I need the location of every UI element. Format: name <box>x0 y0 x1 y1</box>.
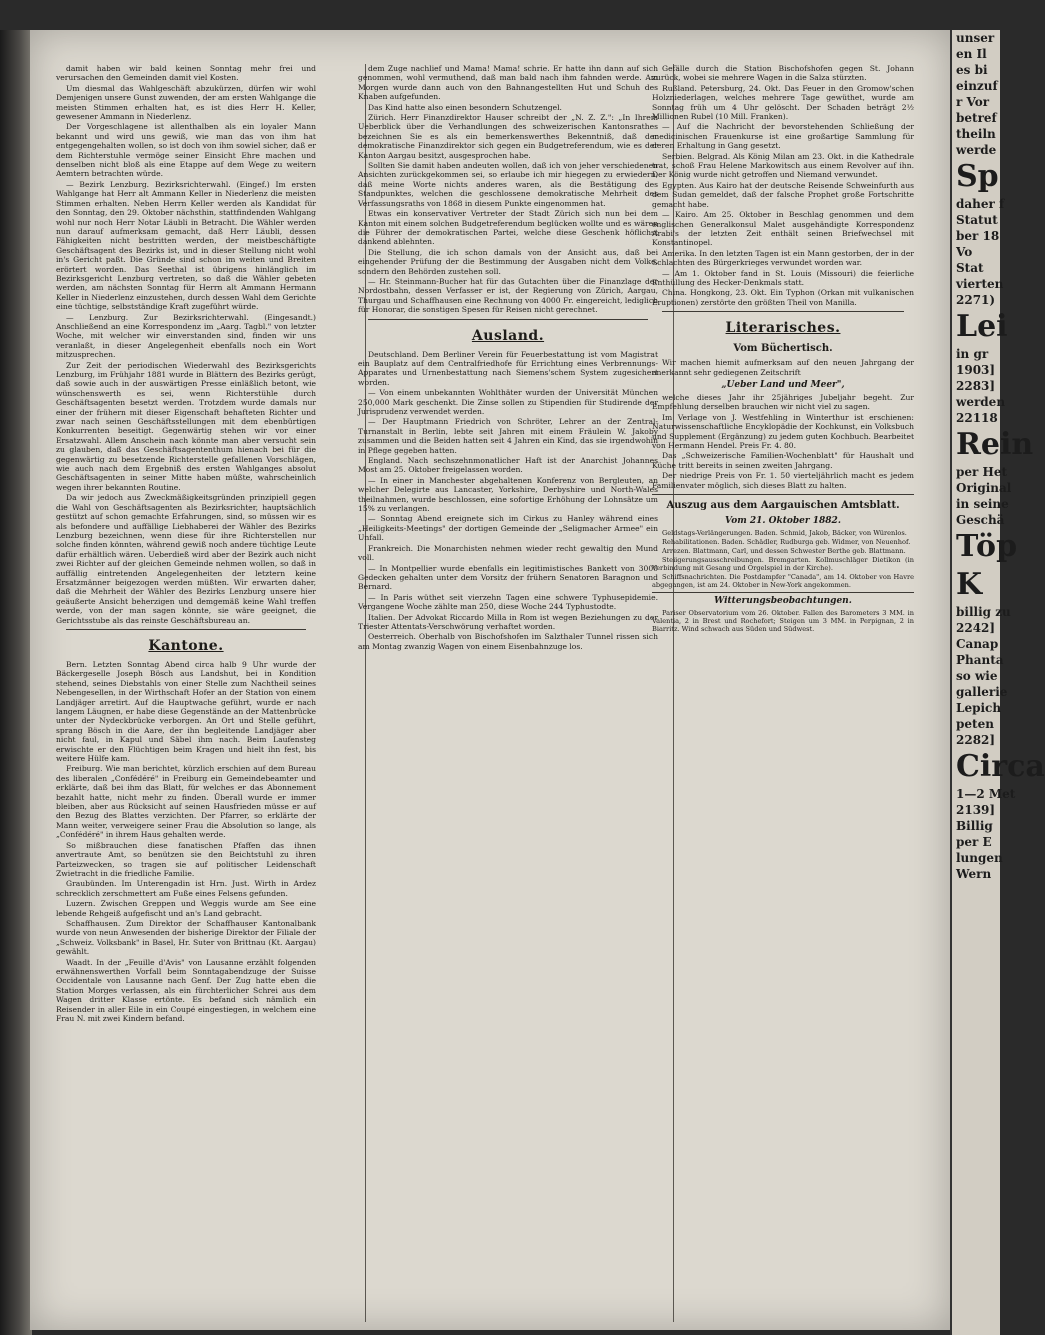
subheading-buechertisch: Vom Büchertisch. <box>733 343 833 355</box>
edge-fragment: Rein <box>956 427 1034 462</box>
paragraph: — Der Hauptmann Friedrich von Schröter, Lehrer an der Zentral-Turnanstalt in Berlin, lebte seit Jahren mit einem Fräulein W. Jakoby zusammen und die Beiden hatten seit 4 Jahren ein Kind, das sie irgendwohin in Pflege gegeben hatten. <box>358 417 658 455</box>
paragraph: Die Stellung, die ich schon damals von der Ansicht aus, daß bei eingehender Prüfung der die Bestimmung der Ausgaben nicht dem Volke, sondern den Behörden zustehen soll. <box>358 247 658 276</box>
edge-fragment: es bi <box>956 63 988 77</box>
amtsblatt-date: Vom 21. Oktober 1882. <box>725 516 841 527</box>
paragraph: Luzern. Zwischen Greppen und Weggis wurde am See eine lebende Rehgeiß aufgefischt und an's Land gebracht. <box>56 899 316 918</box>
paragraph: China. Hongkong, 23. Okt. Ein Typhon (Orkan mit vulkanischen Eruptionen) zerstörte den größten Theil von Manilla. <box>652 288 914 307</box>
amtsblatt-heading: Auszug aus dem Aargauischen Amtsblatt. <box>666 500 900 512</box>
edge-fragment: lungen <box>956 851 1003 865</box>
edge-fragment: Töp <box>956 529 1018 564</box>
edge-fragment: r Vor <box>956 95 990 109</box>
paragraph: Oesterreich. Oberhalb von Bischofshofen im Salzthaler Tunnel rissen sich am Montag zwanzig Wagen von einem Eisenbahnzuge los. <box>358 632 658 651</box>
paragraph: Zürich. Herr Finanzdirektor Hauser schreibt der „N. Z. Z.": „In Ihrem Ueberblick über die Verhandlungen des schweizerischen Kantonsrathes bezeichnen Sie es als ein bemerkenswerthes Bekenntniß, daß der demokratische Finanzdirektor sich gegen ein Budgetreferendum, wie es der Kanton Aargau besitzt, ausgesprochen habe. <box>358 113 658 160</box>
paragraph: Waadt. In der „Feuille d'Avis" von Lausanne erzählt folgenden erwähnenswerthen Vorfall beim Sonntagabendzuge der Suisse Occidentale von Lausanne nach Genf. Der Zug hatte eben die Station Morges verlassen, als ein fürchterlicher Schrei aus dem Wagen dritter Klasse ertönte. Es befand sich nämlich ein Reisender in aller Eile in ein Coupé eingestiegen, in welchem eine Frau N. mit zwei Kindern befand. <box>56 957 316 1023</box>
paragraph: Im Verlage von J. Westfehling in Winterthur ist erschienen: Naturwissenschaftliche Encyklopädie der Kochkunst, ein Volksbuch und Supplement (Ergänzung) zu jedem guten Kochbuch. Bearbeitet von Hermann Hendel. Preis Fr. 4. 80. <box>652 412 914 450</box>
edge-fragment: betref <box>956 111 997 125</box>
column-2 <box>358 64 658 1322</box>
paragraph: — Kairo. Am 25. Oktober in Beschlag genommen und dem englischen Generalkonsul Malet ausgehändigte Korrespondenz Arabi's der letzten Zeit enthält seinen Briefwechsel mit Konstantinopel. <box>652 210 914 248</box>
paragraph: dem Zuge nachlief und Mama! Mama! schrie. Er hatte ihn dann auf sich genommen, wohl vermuthend, daß man bald nach ihm fahnden werde. Am Morgen wurde dann auch von den Bahnangestellten Hut und Schuh des Knaben aufgefunden. <box>358 64 658 102</box>
paragraph: — Lenzburg. Zur Bezirksrichterwahl. (Eingesandt.) Anschließend an eine Korrespondenz im „Aarg. Tagbl." von letzter Woche, mit welcher wir einverstanden sind, finden wir uns veranlaßt, in dieser Angelegenheit ebenfalls noch ein Wort mitzusprechen. <box>56 312 316 360</box>
weather-report: Pariser Observatorium vom 26. Oktober. Fallen des Barometers 3 MM. in Valentia, 2 in Brest und Rochefort; Steigen um 3 MM. in Perpignan, 2 in Biarritz. Wind schwach aus Süden und Südwest. <box>652 609 914 634</box>
edge-fragment: 2139] <box>956 803 996 817</box>
paragraph: Serbien. Belgrad. Als König Milan am 23. Okt. in die Kathedrale trat, schoß Frau Helene Markowitsch aus einem Revolver auf ihn. Der König wurde nicht getroffen und Niemand verwundet. <box>652 151 914 180</box>
amtsblatt-entry: Rehabilitationen. Baden. Schädler, Rudburga geb. Widmer, von Neuenhof. <box>662 538 911 547</box>
edge-fragment: Sp <box>956 159 999 194</box>
edge-fragment: per E <box>956 835 992 849</box>
paragraph: — Von einem unbekannten Wohlthäter wurden der Universität München 250,000 Mark geschenkt. Die Zinse sollen zu Stipendien für Studirende der Jurisprudenz verwendet werden. <box>358 388 658 416</box>
edge-fragment: Circa <box>956 749 1045 784</box>
edge-fragment: vierten <box>956 277 1004 291</box>
paragraph: Etwas ein konservativer Vertreter der Stadt Zürich sich nun bei dem Kanton mit einem solchen Budgetreferendum beglücken wollte und es wären die Führer der demokratischen Partei, welche diese Geschenk höflichst dankend ablehnten. <box>358 209 658 247</box>
paragraph: Amerika. In den letzten Tagen ist ein Mann gestorben, der in der Schlachten des Bürgerkrieges verwundet worden war. <box>652 248 914 268</box>
paragraph: Schaffhausen. Zum Direktor der Schaffhauser Kantonalbank wurde von neun Anwesenden der bisherige Direktor der Filiale der „Schweiz. Volksbank" in Basel, Hr. Suter von Brittnau (Kt. Aargau) gewählt. <box>56 918 316 957</box>
edge-fragment: so wie <box>956 669 998 683</box>
paragraph: — Bezirk Lenzburg. Bezirksrichterwahl. (Eingef.) Im ersten Wahlgange hat Herr alt Ammann Keller in Niederlenz die meisten Stimmen erhalten. Neben Herrn Keller werden als Kandidat für den Sonntag, den 29. Oktober nächsthin, stattfindenden Wahlgang wohl nur noch Herr Notar Läubli in Betracht. Die Wähler werden nun darauf aufmerksam gemacht, daß Herr Läubli, dessen Fähigkeiten nicht bestritten werden, der meistbeschäftigte Geschäftsagent des Bezirks ist, und in dieser Stellung nicht wohl in's Gericht paßt. Die Gründe sind schon im weiten und Breiten erörtert worden. Das Seethal ist übrigens hinlänglich im Bezirksgericht Lenzburg vertreten, so daß die Wähler gebeten werden, am nächsten Sonntag für Herrn alt Ammann Hermann Keller in Niederlenz einzustehen, durch dessen Wahl dem Gerichte eine tüchtige, selbstständige Kraft zugeführt würde. <box>56 179 316 312</box>
edge-fragment: 2283] <box>956 379 996 393</box>
paragraph: Gefälle durch die Station Bischofshofen gegen St. Johann zurück, wobei sie mehrere Wagen in die Salza stürzten. <box>652 64 914 83</box>
edge-fragment: per Het <box>956 465 1008 479</box>
paragraph: So mißbrauchen diese fanatischen Pfaffen das ihnen anvertraute Amt, so benützen sie den Beichtstuhl zu ihren Parteizwecken, so tragen sie auf politischer Leidenschaft Zwietracht in die friedliche Familie. <box>56 840 316 878</box>
paragraph: welche dieses Jahr ihr 25jähriges Jubeljahr begeht. Zur Empfehlung derselben brauchen wir nicht viel zu sagen. <box>652 392 914 412</box>
paragraph: damit haben wir bald keinen Sonntag mehr frei und verursachen den Gemeinden damit viel Kosten. <box>56 64 316 83</box>
edge-fragment: peten <box>956 717 994 731</box>
edge-fragment: 2242] <box>956 621 996 635</box>
paragraph: Deutschland. Dem Berliner Verein für Feuerbestattung ist vom Magistrat ein Bauplatz auf dem Centralfriedhofe für Errichtung eines Verbrennungs-Apparates und Urnenbestattung nach Siemens'schem System zugesichert worden. <box>358 349 658 387</box>
section-heading-ausland: Ausland. <box>471 327 545 344</box>
edge-fragment: werde <box>956 143 997 157</box>
edge-fragment: 1—2 Met <box>956 787 1016 801</box>
edge-fragment: en Il <box>956 47 987 61</box>
section-rule <box>662 311 904 312</box>
adjacent-page-edge <box>950 30 1045 1335</box>
amtsblatt-entry: Steiigerungsausschreibungen. Bremgarten. Kollmuschläger Dietikon (in Verbindung mit Gesang und Orgelspiel in der Kirche). <box>652 556 914 573</box>
paragraph: Italien. Der Advokat Riccardo Milla in Rom ist wegen Beziehungen zu der Triester Attentats-Verschwörung verhaftet worden. <box>358 612 658 631</box>
paragraph: — In Paris wüthet seit vierzehn Tagen eine schwere Typhusepidemie. Vergangene Woche zählte man 250, diese Woche 244 Typhustodte. <box>358 592 658 612</box>
edge-fragment: in seine <box>956 497 1009 511</box>
amtsblatt-entry: Geldstags-Verlängerungen. Baden. Schmid, Jakob, Bäcker, von Würenlos. <box>662 529 907 538</box>
book-spine <box>0 30 32 1335</box>
edge-fragment: billig zu <box>956 605 1011 619</box>
section-heading-literarisches: Literarisches. <box>725 320 841 337</box>
amtsblatt-box <box>652 494 914 593</box>
edge-fragment: einzuf <box>956 79 998 93</box>
paragraph: Freiburg. Wie man berichtet, kürzlich erschien auf dem Bureau des liberalen „Confédéré" in Freiburg ein Gemeindebeamter und erklärte, daß bei ihm das Blatt, für welches er das Abonnement bezahlt hatte, nicht mehr zu finden. Überall wurde er immer bleiben, aber aus Rücksicht auf seinen Hausfrieden müsse er auf den Bezug des Blattes verzichten. Der Pfarrer, so erklärte der Mann weiter, verweigere seiner Frau die Absolution so lange, als „Confédéré" in ihrem Haus gehalten werde. <box>56 764 316 840</box>
edge-fragment: K <box>956 567 983 602</box>
edge-fragment: werden <box>956 395 1006 409</box>
paragraph: Zur Zeit der periodischen Wiederwahl des Bezirksgerichts Lenzburg, im Frühjahr 1881 wurde in Blättern des Bezirks gerügt, daß sowie auch in der auswärtigen Presse einläßlich betont, wie wünschenswerth es sei, wenn Richterstühle durch Geschäftsagenten besetzt werden. Trotzdem wurde damals nur einer der frühern mit dieser Eigenschaft behafteten Richter und zwar nach seinen Geschäftsstellungen mit dem ebenbürtigen Konkurrenten beseitigt. Gegenwärtig stehen wir vor einer Ersatzwahl. Allem Anschein nach könnte man aber versucht sein zu glauben, daß das Geschäftsagententhum hienach bei für die gegenwärtig zu besetzende Richterstelle gefallenen Vorschlägen, wie auch nach dem Ergebniß des ersten Wahlganges absolut Geschäftsagenten in seiner Mitte haben müßte, wahrscheinlich wegen ihrer bekannten Routine. <box>56 360 316 492</box>
edge-fragment: in gr <box>956 347 989 361</box>
edge-fragment: ber 18 <box>956 229 1000 243</box>
edge-fragment: gallerie <box>956 685 1008 699</box>
paragraph: Egypten. Aus Kairo hat der deutsche Reisende Schweinfurth aus dem Sudan gemeldet, daß der falsche Prophet große Fortschritte gemacht habe. <box>652 180 914 209</box>
column-3 <box>652 64 914 1322</box>
paragraph: Das Kind hatte also einen besondern Schutzengel. <box>368 102 562 112</box>
paragraph: Rußland. Petersburg, 24. Okt. Das Feuer in den Gromow'schen Holzniederlagen, welches mehrere Tage gewüthet, wurde am Sonntag früh um 4 Uhr gelöscht. Der Schaden beträgt 2½ Millionen Rubel (10 Mill. Franken). <box>652 83 914 122</box>
paragraph: Sollten Sie damit haben andeuten wollen, daß ich von jeher verschiedenen Ansichten zurückgekommen sei, so erlaube ich mir hiegegen zu erwiedern, daß meine Worte nichts anderes waren, als die Bestätigung des Standpunktes, welchen die geschlossene demokratische Mehrheit des Verfassungsraths von 1868 in diesem Punkte eingenommen hat. <box>358 161 658 208</box>
edge-fragment: Original <box>956 481 1012 495</box>
amtsblatt-entry: Schiffsnachrichten. Die Postdampfer "Canada", am 14. Oktober von Havre abgegangen, ist am 24. Oktober in New-York angekommen. <box>652 573 914 590</box>
edge-fragment: Billig <box>956 819 993 833</box>
edge-fragment: theiln <box>956 127 996 141</box>
edge-fragment: 2271) <box>956 293 996 307</box>
paragraph: — In einer in Manchester abgehaltenen Konferenz von Bergleuten, an welcher Delegirte aus Lancaster, Yorkshire, Derbyshire und North-Wales theilnahmen, wurde beschlossen, eine sofortige Erhöhung der Lohnsätze um 15% zu verlangen. <box>358 475 658 514</box>
section-heading-kantone: Kantone. <box>148 637 224 654</box>
section-rule <box>368 319 648 320</box>
edge-fragment: Phanta <box>956 653 1004 667</box>
paragraph: Wir machen hiemit aufmerksam auf den neuen Jahrgang der anerkannt sehr gediegenen Zeitschrift <box>652 358 914 377</box>
paragraph: — In Montpellier wurde ebenfalls ein legitimistisches Bankett von 3000 Gedecken gehalten unter dem Vorsitz der frühern Senatoren Baragnon und Bernard. <box>358 563 658 592</box>
column-1 <box>56 64 316 1322</box>
paragraph: Der niedrige Preis von Fr. 1. 50 vierteljährlich macht es jedem Familienvater möglich, sich dieses Blatt zu halten. <box>652 471 914 490</box>
paragraph: Graubünden. Im Unterengadin ist Hrn. Just. Wirth in Ardez schrecklich zerschmettert am Fuße eines Felsens gefunden. <box>56 879 316 898</box>
paragraph: — Am 1. Oktober fand in St. Louis (Missouri) die feierliche Enthüllung des Hecker-Denkmals statt. <box>652 268 914 287</box>
paragraph: Frankreich. Die Monarchisten nehmen wieder recht gewaltig den Mund voll. <box>358 543 658 563</box>
newspaper-page <box>30 30 950 1330</box>
edge-fragment: 2282] <box>956 733 996 747</box>
paragraph: Das „Schweizerische Familien-Wochenblatt" für Haushalt und Küche tritt bereits in seinen zweiten Jahrgang. <box>652 451 914 470</box>
paragraph: — Auf die Nachricht der bevorstehenden Schließung der medicinischen Frauenkurse ist eine großartige Sammlung für deren Erhaltung in Gang gesetzt. <box>652 122 914 151</box>
journal-title: „Ueber Land und Meer", <box>721 379 845 390</box>
paragraph: Um diesmal das Wahlgeschäft abzukürzen, dürfen wir wohl Demjenigen unsere Gunst zuwenden, der am ersten Wahlgange die meisten Stimmen erhalten hat, es ist dies Herr H. Keller, gewesener Ammann in Niederlenz. <box>56 83 316 122</box>
paragraph: Da wir jedoch aus Zweckmäßigkeitsgründen prinzipiell gegen die Wahl von Geschäftsagenten als Bezirksrichter, hauptsächlich gestützt auf schon gemachte Erfahrungen, sind, so müssen wir es als befondere und auffällige Liebhaberei der Wähler des Bezirks Lenzburg bezeichnen, wenn diese für ihre Richterstellen nur solche finden könnten, während gewiß noch andere tüchtige Leute dafür erhältlich wären. Ueberdieß wird aber der Bezirk auch nicht zwei Richter auf der gleichen Gemeinde nehmen wollen, so daß in auffällig eintretenden Angelegenheiten der letztern keine Ersatzmänner beigezogen werden müßten. Wir erwarten daher, daß die Mehrheit der Wähler des Bezirks Lenzburg unsere hier geäußerte Ansicht beherzigen und demgemäß keine Wahl treffen werde, von der man sagen könnte, sie wäre geeignet, die Gerichtsstube als das reinste Geschäftsbureau an. <box>56 493 316 625</box>
edge-fragment: Geschä <box>956 513 1005 527</box>
edge-fragment: Statut <box>956 213 998 227</box>
edge-fragment: Canap <box>956 637 999 651</box>
paragraph: Der Vorgeschlagene ist allenthalben als ein loyaler Mann bekannt und wird uns gewiß, wie man das von ihm hat entgegengehalten wollen, so ist doch von ihm sowiel sicher, daß er dem Richterstuhle vermöge seiner Einsicht Ehre machen und denselben nicht bloß als eine Etappe auf dem Wege zu weitern Aemtern betrachten würde. <box>56 122 316 179</box>
edge-fragment: 22118 <box>956 411 998 425</box>
edge-fragment: Wern <box>956 867 992 881</box>
edge-fragment: unser <box>956 31 995 45</box>
edge-fragment: Lei <box>956 309 1008 344</box>
edge-fragment: Lepich <box>956 701 1002 715</box>
paragraph: Bern. Letzten Sonntag Abend circa halb 9 Uhr wurde der Bäckergeselle Joseph Bösch aus Landshut, bei in Kondition stehend, seines Diebstahls von einer Stelle zum Nachtheil seines Nebengesellen, in der Wirthschaft Hofer an der Station von einem Landjäger arretirt. Auf die Hauptwache geführt, wurde er nach langem Läugnen, er habe diese Gegenstände an der Mattenbrücke unter der Nydeckbrücke verborgen. An Ort und Stelle geführt, sprang Bösch in die Aare, der ihn begleitende Landjäger aber nicht faul, in Kapul und Säbel ihm nach. Beim Laufensteg erwischte er den Flüchtigen beim Kragen und hielt ihn fest, bis weitere Hülfe kam. <box>56 659 316 764</box>
paragraph: — Sonntag Abend ereignete sich im Cirkus zu Hanley während eines „Heiligkeits-Meetings" der dortigen Gemeinde der „Seligmacher Armee" ein Unfall. <box>358 514 658 543</box>
weather-heading: Witterungsbeobachtungen. <box>714 596 852 607</box>
paragraph: England. Nach sechszehnmonatlicher Haft ist der Anarchist Johannes Most am 25. Oktober freigelassen worden. <box>358 456 658 475</box>
edge-fragment: Stat <box>956 261 984 275</box>
amtsblatt-entry: Arrezen. Blattmann, Carl, und dessen Schwester Berthe geb. Blattmann. <box>662 547 906 556</box>
edge-fragment: 1903] <box>956 363 996 377</box>
edge-fragment: Vo <box>956 245 973 259</box>
paragraph: — Hr. Steinmann-Bucher hat für das Gutachten über die Finanzlage der Nordostbahn, dessen Verfasser er ist, der Regierung von Zürich, Aargau, Thurgau und Schaffhausen eine Rechnung von 4000 Fr. eingereicht, lediglich für Honorar, die sonstigen Spesen für Reisen nicht gerechnet. <box>358 276 658 315</box>
section-rule <box>66 629 306 630</box>
edge-fragment: daher f <box>956 197 1005 211</box>
